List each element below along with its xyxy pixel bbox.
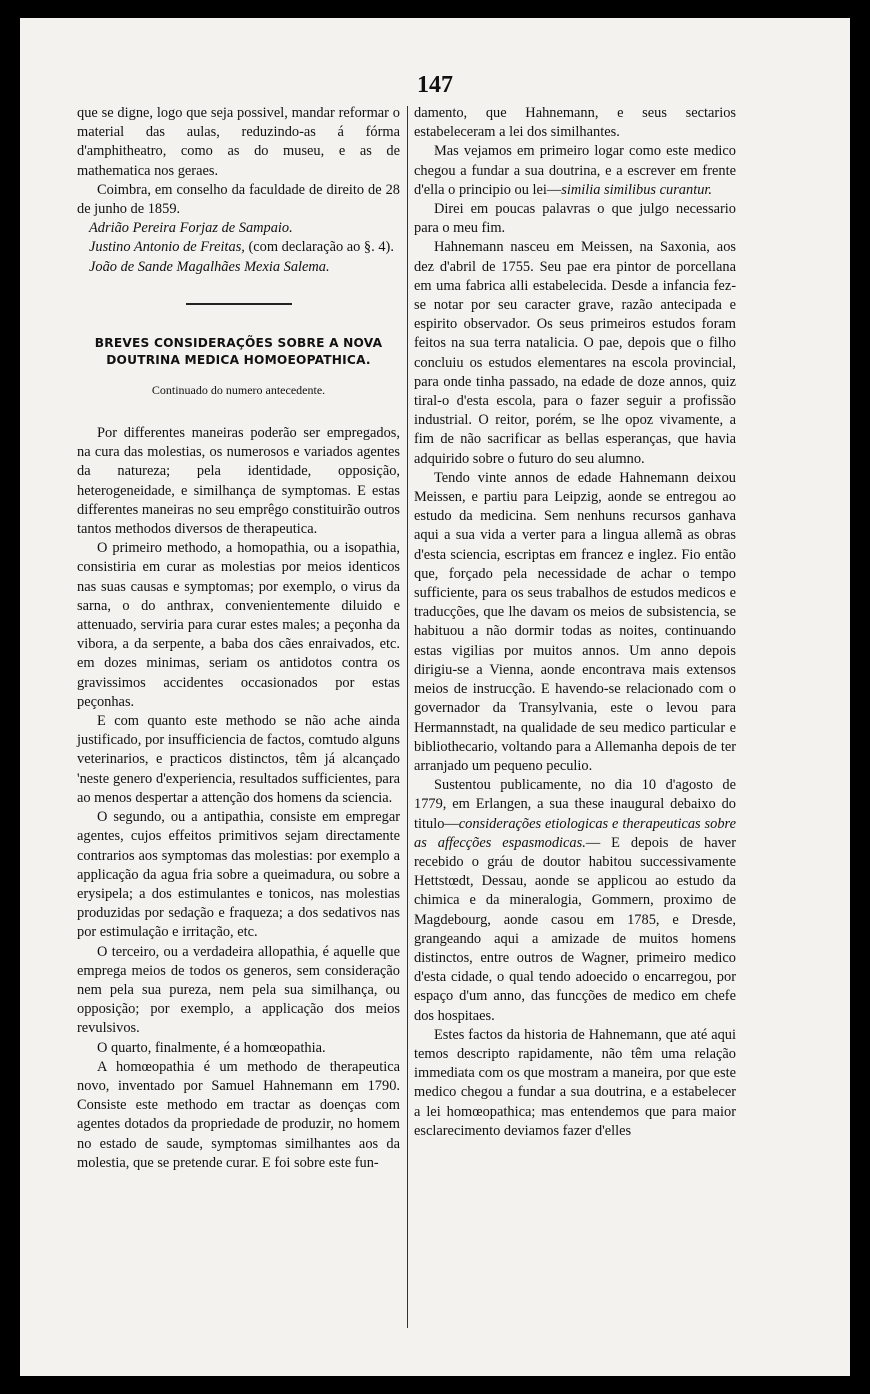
body-paragraph: Estes factos da historia de Hahnemann, que até aqui temos descripto rapidamente, não têm uma relação immediata com os que mostram a maneira, por que este medico chegou a fundar a sua doutrina, e a estabelecer a lei homœopathica; mas entendemos que para maior esclarecimento deviamos fazer d'elles	[414, 1026, 736, 1139]
body-paragraph	[414, 776, 736, 1026]
signature-2	[77, 238, 400, 257]
body-paragraph: A homœopathia é um methodo de therapeutica novo, inventado por Samuel Hahnemann em 1790. Consiste este methodo em tractar as doenças com agentes dotados da propriedade de produzir, no homem no estado de saude, symptomas similhantes aos da molestia, que se pretende curar. E foi sobre este fun-	[77, 1058, 400, 1171]
right-column	[414, 104, 736, 1141]
body-paragraph: E com quanto este methodo se não ache ainda justificado, por insufficiencia de factos, comtudo alguns veterinarios, e practicos distinctos, têm já alcançado 'neste genero d'experiencia, resultados sufficientes, para ao menos despertar a attenção dos homens da sciencia.	[77, 713, 400, 806]
column-divider	[407, 106, 408, 1328]
signature-3: João de Sande Magalhães Mexia Salema.	[89, 258, 330, 275]
article-title: BREVES CONSIDERAÇÕES SOBRE A NOVA DOUTRINA MEDICA HOMOEOPATHICA.	[94, 335, 383, 367]
section-divider	[186, 303, 292, 305]
body-paragraph: Por differentes maneiras poderão ser empregados, na cura das molestias, os numerosos e variados agentes da natureza; pela identidade, opposição, heterogeneidade, e similhança de symptomas. E estas differentes maneiras no seu emprêgo constituirão outros tantos methodos diversos de therapeutica.	[77, 425, 400, 538]
body-paragraph: O segundo, ou a antipathia, consiste em empregar agentes, cujos effeitos primitivos sejam directamente contrarios aos symptomas das molestias: por exemplo a applicação da agua fria sobre a queimadura, ou sobre a erysipela; a dos estimulantes e tonicos, nas molestias produzidas por sedação e fraqueza; a dos sedativos nas por estimulação e irritação, etc.	[77, 809, 400, 941]
body-paragraph: O terceiro, ou a verdadeira allopathia, é aquelle que emprega meios de todos os generos, sem consideração nem pela sua pureza, nem pela sua similhança, ou opposição; por exemplo, a applicação dos meios revulsivos.	[77, 943, 400, 1037]
body-paragraph: Direi em poucas palavras o que julgo necessario para o meu fim.	[414, 201, 736, 237]
continued-note: Continuado do numero antecedente.	[151, 382, 326, 397]
signature-2-note: (com declaração ao §. 4).	[244, 239, 394, 256]
signature-2-name: Justino Antonio de Freitas,	[89, 239, 245, 256]
page-sheet	[20, 18, 850, 1376]
paragraph-text: Mas vejamos em primeiro logar como este medico chegou a fundar a sua doutrina, e a escrever em frente d'ella o principio ou lei—	[414, 143, 736, 198]
body-paragraph: damento, que Hahnemann, e seus sectarios estabeleceram a lei dos similhantes.	[414, 105, 736, 141]
left-column	[77, 104, 400, 1173]
thesis-title: considerações etiologicas e therapeuticas sobre as affecções espasmodicas.	[414, 815, 736, 851]
body-paragraph: Tendo vinte annos de edade Hahnemann deixou Meissen, e partiu para Leipzig, aonde se entregou ao estudo da medicina. Sem nenhuns recursos ganhava aqui a sua vida a verter para a lingua allemã as obras d'esta sciencia, escriptas em francez e inglez. Fio então que, forçado pela necessidade de achar o tempo sufficiente, para os seus trabalhos de estudos medicos e traducções, que lhe davam os meios de subsistencia, se habituou a não dormir todas as noites, continuando estas vigilias por muitos annos. Um anno depois dirigiu-se a Vienna, aonde encontrava mais extensos meios de instrucção. E havendo-se relacionado com o governador da Transylvania, este o levou para Hermannstadt, na qualidade de seu medico particular e bibliothecario, voltando para a Allemanha depois de ter arranjado um pequeno peculio.	[414, 469, 736, 774]
body-paragraph: O primeiro methodo, a homopathia, ou a isopathia, consistiria em curar as molestias por meios identicos nas suas causas e symptomas; por exemplo, o virus da sarna, o do anthrax, convenientemente diluido e attenuado, serviria para curar estes males; a peçonha da vibora, a da serpente, a baba dos cães enraivados, etc. em dozes minimas, seriam os antidotos contra os gravissimos accidentes occasionados por estas peçonhas.	[77, 540, 400, 710]
signature-1: Adrião Pereira Forjaz de Sampaio.	[89, 220, 293, 237]
body-paragraph	[414, 142, 736, 200]
paragraph-text: Sustentou publicamente, no dia 10 d'agosto de 1779, em Erlangen, a sua these inaugural debaixo do titulo—	[414, 777, 736, 832]
paragraph-text: — E depois de haver recebido o gráu de doutor habitou successivamente Hettstœdt, Dessau, aonde se applicou ao estudo da chimica e da mineralogia, Gommern, proximo de Magdebourg, aonde casou em 1785, e Dresde, grangeando aqui a amizade de muitos homens distinctos, entre outros de Wagner, primeiro medico d'esta cidade, o qual tendo adoecido o encarregou, por espaço d'um anno, das funcções de medico em chefe dos hospitaes.	[414, 834, 736, 1024]
intro-paragraph: que se digne, logo que seja possivel, mandar reformar o material das aulas, reduzindo-as á fórma d'amphitheatro, como as do museu, e as de mathematica nos geraes.	[77, 105, 400, 179]
body-paragraph: Hahnemann nasceu em Meissen, na Saxonia, aos dez d'abril de 1755. Seu pae era pintor de porcellana em uma fabrica alli estabelecida. Desde a infancia fez-se notar por seu caracter grave, razão antecipada e espirito observador. Os seus primeiros estudos foram feitos na sua terra natalicia. O pae, depois que o filho concluiu os estudos elementares na escola provincial, para onde tinha passado, na edade de doze annos, quiz tiral-o d'esta escola, para o fazer seguir a profissão industrial. O reitor, porém, se lhe opoz vivamente, a fim de não sacrificar as bellas esperanças, que havia adquirido sobre o futuro do seu alumno.	[414, 239, 736, 467]
latin-motto: similia similibus curantur.	[561, 181, 712, 198]
dateline: Coimbra, em conselho da faculdade de direito de 28 de junho de 1859.	[77, 181, 400, 218]
body-paragraph: O quarto, finalmente, é a homœopathia.	[97, 1039, 326, 1056]
page-number: 147	[417, 72, 453, 98]
